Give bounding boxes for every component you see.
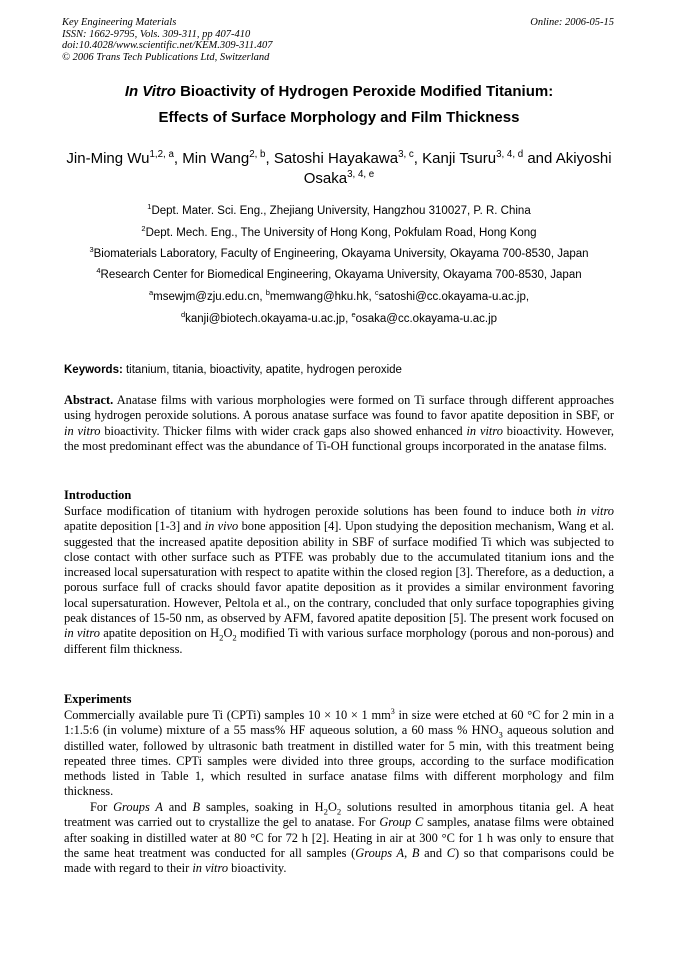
exp-text: solutions resulted in amorphous titania gel. A heat treatment was carried out to crystallize the gel to anatase. For bbox=[64, 800, 614, 830]
keywords-text: titanium, titania, bioactivity, apatite, hydrogen peroxide bbox=[122, 364, 402, 376]
exp-text: For bbox=[90, 800, 114, 814]
exp-text: , bbox=[404, 845, 412, 860]
author-sep: and bbox=[523, 150, 556, 167]
abstract-italic: in vitro bbox=[466, 423, 503, 438]
experiments-heading: Experiments bbox=[64, 692, 132, 706]
intro-text: modified Ti with various surface morphology (porous and non-porous) and different film thickness. bbox=[64, 626, 614, 656]
journal-name: Key Engineering Materials bbox=[62, 17, 177, 28]
intro-subscript: 2 bbox=[219, 632, 224, 643]
exp-text: in size were etched at 60 °C for 2 min in a 1:1.5:6 (in volume) mixture of a 55 mass% HF aqueous solution, a 60 mass % HNO bbox=[64, 708, 615, 738]
exp-italic: Groups A bbox=[113, 800, 163, 814]
exp-italic: C bbox=[446, 845, 455, 860]
author-sep: , bbox=[413, 150, 423, 167]
abstract-text: bioactivity. Thicker films with wider crack gaps also showed enhanced bbox=[100, 423, 467, 438]
paper-title-line2: Effects of Surface Morphology and Film Thickness bbox=[158, 109, 520, 126]
exp-text: aqueous solution and distilled water, followed by ultrasonic bath treatment in distilled water for 5 min, with this treatment being repeated three times. CPTi samples were divided into three groups, according to the surface modification methods listed in Table 1, which resulted in surface anatase films with different morphology and film thickness. bbox=[64, 723, 614, 799]
abstract-italic: in vitro bbox=[64, 423, 101, 438]
exp-superscript: 3 bbox=[390, 706, 395, 716]
abstract-label: Abstract. bbox=[64, 393, 114, 407]
email-mark: a bbox=[148, 288, 154, 298]
introduction-heading: Introduction bbox=[64, 488, 132, 502]
exp-italic: B bbox=[411, 845, 420, 860]
exp-text: bioactivity. bbox=[228, 861, 287, 876]
introduction-body bbox=[64, 504, 614, 657]
experiments-body bbox=[64, 708, 614, 800]
affil-mark: 1 bbox=[147, 202, 152, 212]
abstract-text: bioactivity. However, the most predominant effect was the abundance of Ti-OH functional groups incorporated in the anatase films. bbox=[64, 423, 614, 453]
doi-line: doi:10.4028/www.scientific.net/KEM.309-311.407 bbox=[62, 40, 273, 51]
email-mark: e bbox=[351, 310, 356, 320]
email-address: memwang@hku.hk, bbox=[269, 291, 375, 303]
affil-text: Research Center for Biomedical Engineering, Okayama University, Okayama 700-8530, Japan bbox=[100, 269, 582, 281]
email-mark: c bbox=[374, 288, 379, 298]
email-line-2 bbox=[0, 310, 678, 325]
intro-text: apatite deposition on H bbox=[99, 626, 220, 641]
email-address: satoshi@cc.okayama-u.ac.jp, bbox=[378, 291, 530, 303]
affil-text: Biomaterials Laboratory, Faculty of Engineering, Okayama University, Okayama 700-8530, Japan bbox=[93, 248, 589, 260]
exp-italic: Groups A bbox=[355, 845, 405, 860]
email-line-1 bbox=[0, 288, 678, 303]
intro-text: Surface modification of titanium with hydrogen peroxide solutions has been found to induce both bbox=[64, 504, 577, 518]
affil-mark: 3 bbox=[89, 245, 94, 255]
author-affil: 2, b bbox=[249, 149, 266, 160]
exp-italic: B bbox=[192, 800, 201, 814]
keywords bbox=[64, 364, 402, 376]
intro-text: apatite deposition [1-3] and bbox=[64, 519, 205, 534]
author-sep: , bbox=[173, 150, 183, 167]
author-affil: 3, c bbox=[398, 149, 414, 160]
exp-text: and bbox=[419, 845, 447, 860]
online-date: Online: 2006-05-15 bbox=[530, 17, 614, 28]
exp-text: O bbox=[327, 800, 337, 814]
author-affil: 1,2, a bbox=[149, 149, 174, 160]
keywords-label: Keywords: bbox=[64, 364, 123, 376]
intro-italic: in vitro bbox=[64, 626, 100, 641]
author-name: Satoshi Hayakawa bbox=[273, 150, 399, 167]
email-address: kanji@biotech.okayama-u.ac.jp, bbox=[185, 313, 352, 325]
paper-title-line1 bbox=[0, 83, 678, 100]
exp-text: ) so that comparisons could be made with regard to their bbox=[64, 845, 615, 876]
affil-mark: 4 bbox=[96, 266, 101, 276]
author-sep: , bbox=[265, 150, 274, 167]
exp-text: samples, soaking in H bbox=[200, 800, 324, 814]
intro-italic: in vivo bbox=[204, 519, 239, 534]
author-name: Min Wang bbox=[182, 150, 250, 167]
intro-italic: in vitro bbox=[576, 504, 614, 518]
experiments-body-2 bbox=[64, 800, 614, 876]
exp-italic: Group C bbox=[379, 815, 424, 830]
email-address: osaka@cc.okayama-u.ac.jp bbox=[355, 313, 498, 325]
affiliation-1 bbox=[0, 202, 678, 217]
title-rest: Bioactivity of Hydrogen Peroxide Modified Titanium: bbox=[175, 83, 554, 100]
exp-italic: in vitro bbox=[192, 861, 229, 876]
author-name: Jin-Ming Wu bbox=[66, 150, 150, 167]
affiliation-3 bbox=[0, 245, 678, 260]
author-list bbox=[40, 149, 638, 189]
email-mark: d bbox=[180, 310, 186, 320]
copyright-line: © 2006 Trans Tech Publications Ltd, Switzerland bbox=[62, 51, 270, 63]
affil-text: Dept. Mech. Eng., The University of Hong Kong, Pokfulam Road, Hong Kong bbox=[145, 227, 537, 239]
email-address: msewjm@zju.edu.cn, bbox=[153, 291, 266, 303]
journal-header bbox=[62, 17, 272, 63]
email-mark: b bbox=[265, 288, 270, 298]
issn-line: ISSN: 1662-9795, Vols. 309-311, pp 407-410 bbox=[62, 28, 251, 40]
exp-subscript: 2 bbox=[336, 806, 342, 817]
affil-text: Dept. Mater. Sci. Eng., Zhejiang University, Hangzhou 310027, P. R. China bbox=[151, 205, 531, 217]
affiliation-2 bbox=[0, 224, 678, 239]
exp-text: Commercially available pure Ti (CPTi) samples 10 × 10 × 1 mm bbox=[64, 708, 391, 722]
abstract bbox=[64, 393, 614, 454]
author-affil: 3, 4, e bbox=[347, 169, 375, 180]
author-name: Kanji Tsuru bbox=[422, 150, 497, 167]
exp-subscript: 2 bbox=[323, 806, 328, 817]
abstract-text: Anatase films with various morphologies were formed on Ti surface through different approaches using hydrogen peroxide solutions. A porous anatase surface was found to favor apatite deposition in SBF, or bbox=[64, 393, 614, 423]
intro-text: O bbox=[223, 626, 233, 641]
exp-text: samples, anatase films were obtained after soaking in distilled water at 80 °C for 72 h [2]. Heating in air at 300 °C for 1 h was only to ensure that the same heat treatment was conducted for all samples ( bbox=[64, 815, 614, 860]
title-italic: In Vitro bbox=[124, 83, 176, 100]
exp-subscript: 3 bbox=[498, 729, 503, 740]
affil-mark: 2 bbox=[141, 224, 146, 234]
intro-subscript: 2 bbox=[232, 632, 237, 643]
author-name: Akiyoshi Osaka bbox=[303, 150, 612, 187]
intro-text: bone apposition [4]. Upon studying the deposition mechanism, Wang et al. suggested that the increased apatite deposition ability in SBF of surface modified Ti which was subjected to close contact with other surface such as PTFE was probably due to the accumulated titanium ions and the increased local supersaturation with respect to apatite within the closed region [3]. Therefore, as a deduction, a porous surface full of cracks should favor apatite deposition as it provides a similar environment favoring local supersaturation. However, Peltola et al., on the contrary, concluded that only surface topographies giving peak distances of 15-50 nm, as observed by AFM, favored apatite deposition [5]. The present work focused on bbox=[64, 519, 614, 626]
exp-text: and bbox=[162, 800, 193, 814]
author-affil: 3, 4, d bbox=[496, 149, 524, 160]
affiliation-4 bbox=[0, 266, 678, 281]
